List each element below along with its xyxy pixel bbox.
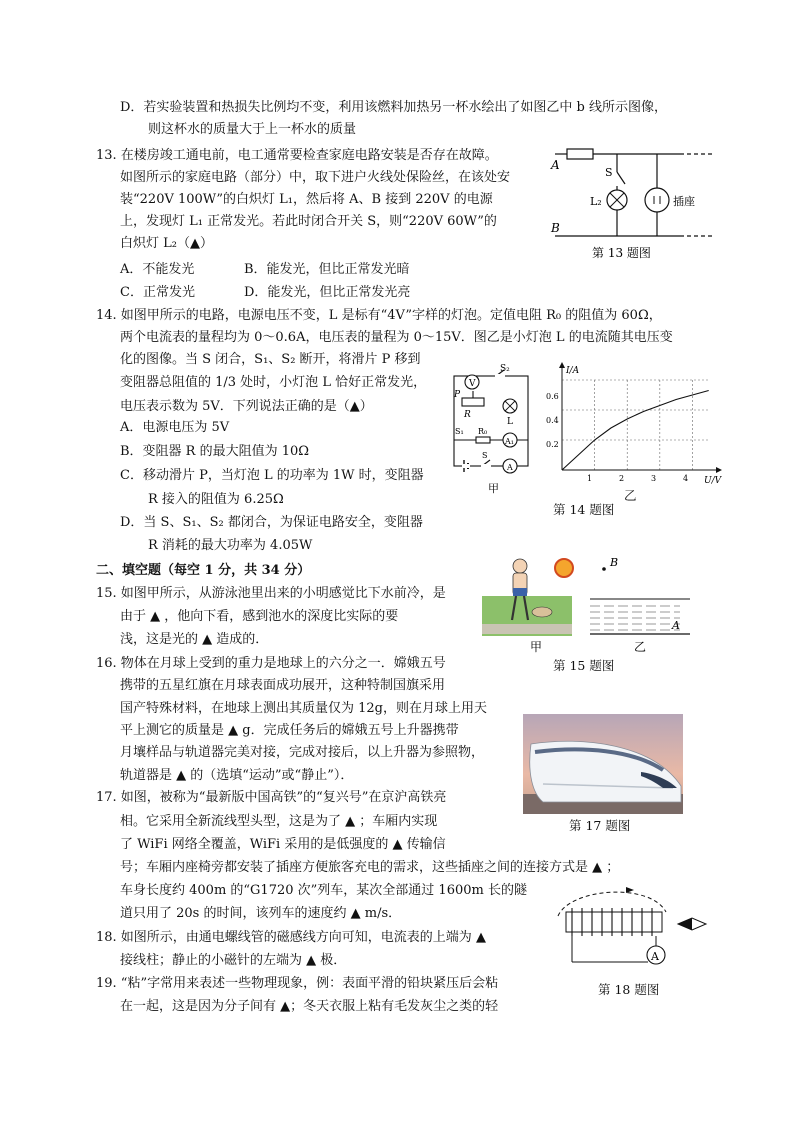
q13-option-a: A．不能发光 <box>120 262 195 277</box>
sun-icon <box>555 559 573 577</box>
q17-line: 车身长度约 400m 的“G1720 次”列车，某次全部通过 1600m 长的隧 <box>120 883 527 898</box>
q14-line: 电压表示数为 5V．下列说法正确的是（▲） <box>120 399 373 414</box>
svg-text:L: L <box>507 417 513 427</box>
yi-label: 乙 <box>624 488 637 503</box>
q15-line: 由于 ▲ ，他向下看，感到池水的深度比实际的要 <box>120 609 399 624</box>
svg-text:P: P <box>454 390 461 400</box>
x-tick-label: 2 <box>619 474 625 483</box>
q16-line: 平上测它的质量是 ▲ g．完成任务后的嫦娥五号上升器携带 <box>120 723 459 738</box>
q15-line: 15. 如图甲所示，从游泳池里出来的小明感觉比下水前冷，是 <box>96 586 446 601</box>
solenoid-coil-icon <box>566 912 662 932</box>
iv-curve-series <box>562 391 709 471</box>
y-tick-label: 0.4 <box>546 416 559 425</box>
x-tick-label: 4 <box>683 474 689 483</box>
y-axis-label: I/A <box>566 366 580 376</box>
y-tick-label: 0.2 <box>546 440 559 449</box>
label-b: B <box>551 221 560 235</box>
q17-train-photo <box>523 714 683 814</box>
point-a-label: A <box>672 619 680 632</box>
q13-circuit-diagram <box>545 138 715 266</box>
svg-text:V: V <box>469 379 476 389</box>
q17-line: 道只用了 20s 的时间，该列车的速度约 ▲ m/s． <box>120 906 402 921</box>
q14-line: 变阻器总阻值的 1/3 处时，小灯泡 L 恰好正常发光， <box>120 375 427 390</box>
point-b-label: B <box>610 556 619 569</box>
q13-line: 13. 在楼房竣工通电前，电工通常要检查家庭电路安装是否存在故障。 <box>96 148 498 163</box>
q17-figure-caption: 第 17 题图 <box>569 818 631 833</box>
jia-label: 甲 <box>488 482 499 495</box>
q13-option-d: D．能发光，但比正常发光亮 <box>244 285 411 300</box>
q12-option-d-line2: 则这杯水的质量大于上一杯水的质量 <box>148 122 357 137</box>
svg-text:S₂: S₂ <box>500 364 510 374</box>
q19-line: 19. “粘”字常用来表述一些物理现象，例：表面平滑的铅块紧压后会粘 <box>96 976 499 991</box>
section-heading-fill-blank: 二、填空题（每空 1 分，共 34 分） <box>96 563 311 578</box>
y-tick-label: 0.6 <box>546 392 559 401</box>
q17-line: 17. 如图，被称为“最新版中国高铁”的“复兴号”在京沪高铁亮 <box>96 790 447 805</box>
q14-option-b: B．变阻器 R 的最大阻值为 10Ω <box>120 444 310 459</box>
x-axis-label: U/V <box>704 476 722 486</box>
q16-line: 月壤样品与轨道器完美对接，完成对接后，以上升器为参照物， <box>120 745 485 760</box>
yi-label: 乙 <box>634 640 647 654</box>
q13-line: 装“220V 100W”的白炽灯 L₁，然后将 A、B 接到 220V 的电源 <box>120 192 493 207</box>
q12-option-d-line1: D．若实验装置和热损失比例均不变，利用该燃料加热另一杯水绘出了如图乙中 b 线所示图像， <box>120 100 668 115</box>
svg-text:A: A <box>651 950 659 963</box>
q14-option-c: C．移动滑片 P，当灯泡 L 的功率为 1W 时，变阻器 <box>120 468 424 483</box>
q18-solenoid-figure <box>550 882 710 972</box>
q14-iv-chart <box>544 362 724 488</box>
q13-line: 上，发现灯 L₁ 正常发光。若此时闭合开关 S，则“220V 60W”的 <box>120 214 497 229</box>
q13-line: 白炽灯 L₂（▲） <box>120 236 213 251</box>
q14-option-d-cont: R 消耗的最大功率为 4.05W <box>148 538 313 553</box>
q14-line: 化的图像。当 S 闭合，S₁、S₂ 断开，将滑片 P 移到 <box>120 352 421 367</box>
boy-figure-icon <box>513 559 527 573</box>
q14-line: 14. 如图甲所示的电路，电源电压不变，L 是标有“4V”字样的灯泡。定值电阻 R₀ 的阻值为 60Ω， <box>96 308 662 323</box>
svg-text:S₁: S₁ <box>455 427 464 436</box>
q13-option-c: C．正常发光 <box>120 285 195 300</box>
q18-line: 接线柱；静止的小磁针的左端为 ▲ 极． <box>120 953 347 968</box>
q14-option-c-cont: R 接入的阻值为 6.25Ω <box>148 492 284 507</box>
q13-line: 如图所示的家庭电路（部分）中，取下进户火线处保险丝，在该处安 <box>120 170 511 185</box>
rheostat-icon <box>462 398 484 406</box>
q15-line: 浅，这是光的 ▲ 造成的． <box>120 632 269 647</box>
switch-s-icon <box>617 172 625 184</box>
q18-line: 18. 如图所示，由通电螺线管的磁感线方向可知，电流表的上端为 ▲ <box>96 930 486 945</box>
dog-icon <box>532 607 552 617</box>
q17-line: 相。它采用全新流线型头型，这是为了 ▲ ；车厢内实现 <box>120 814 438 829</box>
label-l2: L₂ <box>590 195 602 208</box>
svg-text:R: R <box>464 410 471 420</box>
x-tick-label: 3 <box>651 474 657 483</box>
resistor-r0-icon <box>476 437 490 443</box>
q16-line: 国产特殊材料，在地球上测出其质量仅为 12g，则在月球上用天 <box>120 701 487 716</box>
x-tick-label: 1 <box>587 474 593 483</box>
label-a: A <box>551 158 560 172</box>
label-socket: 插座 <box>673 195 695 208</box>
label-s: S <box>605 166 613 179</box>
q14-figure-caption: 第 14 题图 <box>553 502 615 517</box>
q17-line: 号；车厢内座椅旁都安装了插座方便旅客充电的需求，这些插座之间的连接方式是 ▲ ； <box>120 860 620 875</box>
q15-figure <box>480 550 695 655</box>
q16-line: 携带的五星红旗在月球表面成功展开，这种特制国旗采用 <box>120 678 446 693</box>
q16-line: 轨道器是 ▲ 的（选填“运动”或“静止”）． <box>120 768 354 783</box>
q14-line: 两个电流表的量程均为 0～0.6A，电压表的量程为 0～15V．图乙是小灯泡 L 的电流随其电压变 <box>120 330 673 345</box>
fuse-icon <box>567 149 593 159</box>
q13-figure-caption: 第 13 题图 <box>592 246 651 260</box>
q19-line: 在一起，这是因为分子间有 ▲；冬天衣服上粘有毛发灰尘之类的轻 <box>120 999 499 1014</box>
jia-label: 甲 <box>530 640 543 654</box>
q14-circuit-jia <box>440 360 540 495</box>
q15-figure-caption: 第 15 题图 <box>553 658 615 673</box>
svg-text:R₀: R₀ <box>478 427 488 436</box>
svg-text:A₁: A₁ <box>505 437 514 446</box>
svg-text:A: A <box>507 463 513 472</box>
q13-option-b: B．能发光，但比正常发光暗 <box>244 262 410 277</box>
q14-option-d: D．当 S、S₁、S₂ 都闭合，为保证电路安全，变阻器 <box>120 515 423 530</box>
socket-icon <box>645 188 669 212</box>
svg-text:S: S <box>482 451 488 460</box>
q17-line: 了 WiFi 网络全覆盖，WiFi 采用的是低强度的 ▲ 传输信 <box>120 837 446 852</box>
q14-option-a: A．电源电压为 5V <box>120 420 230 435</box>
q18-figure-caption: 第 18 题图 <box>598 982 660 997</box>
q16-line: 16. 物体在月球上受到的重力是地球上的六分之一．嫦娥五号 <box>96 656 446 671</box>
